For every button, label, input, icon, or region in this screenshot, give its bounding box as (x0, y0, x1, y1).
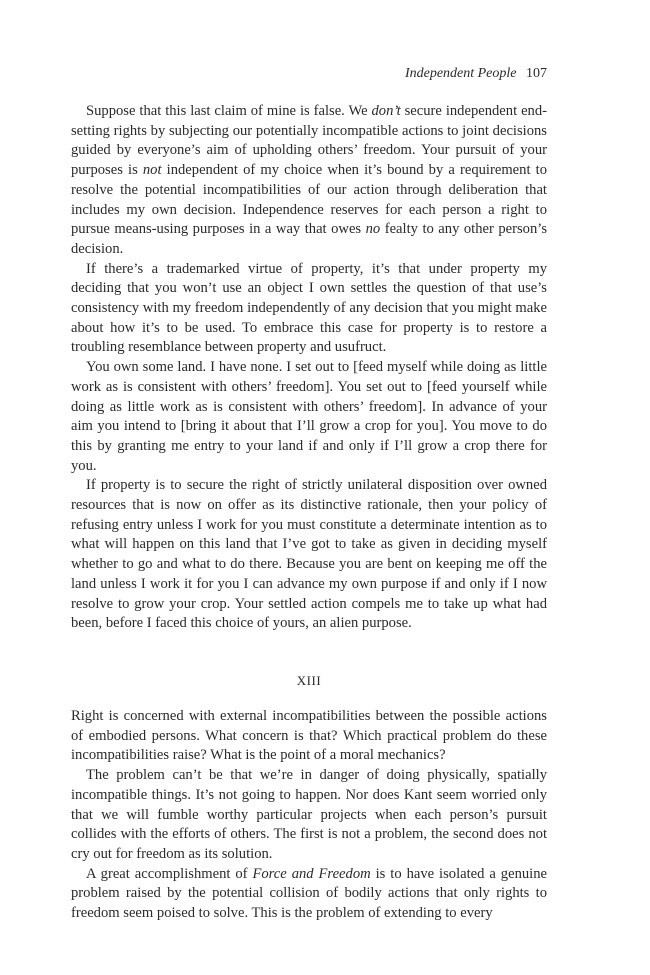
paragraph-1-text-c: secure independent end-setting rights by subjecting our potentially incompatible actions to joint decisions guided by everyone’s aim of upholding others’ freedom. Your pursuit of your purposes is (71, 103, 547, 179)
paragraph-1-text-a: Suppose that this last claim of mine is false. We (86, 103, 372, 119)
paragraph-1-emphasis-dont: don’t (371, 103, 401, 119)
section-heading: XIII (296, 672, 322, 688)
paragraph-3: You own some land. I have none. I set out to [feed myself while doing as little work as is consistent with others’ freedom]. You set out to [feed yourself while doing as little work as is consistent with others’ freedom]. In advance of your aim you intend to [bring it about that I’ll grow a crop for you]. You move to do this by granting me entry to your land if and only if I’ll grow a crop there for you. (71, 359, 547, 474)
paragraph-7-text-c: is to have isolated a genuine problem raised by the potential collision of bodily actions that only rights to freedom seem poised to solve. This is the problem of extending to every (71, 865, 547, 922)
paragraph-7-book-title: Force and Freedom (252, 865, 371, 882)
paragraph-6: The problem can’t be that we’re in danger of doing physically, spatially incompatible things. It’s not going to happen. Nor does Kant seem worried only that we will fumble worthy particular projects when each person’s pursuit collides with the efforts of others. The first is not a problem, the second does not cry out for freedom as its solution. (71, 767, 547, 862)
paragraph-7 (71, 865, 547, 924)
paragraph-4: If property is to secure the right of strictly unilateral disposition over owned resources that is now on offer as its distinctive rationale, then your policy of refusing entry unless I work for you must constitute a determinate intention as to what will happen on this land that I’ve got to take as given in deciding myself whether to go and what to do there. Because you are bent on keeping me off the land unless I work it for you I can advance my own purpose if and only if I now resolve to grow your crop. Your settled action compels me to take up what had been, before I faced this choice of yours, an alien purpose. (71, 477, 547, 632)
page-number: 107 (526, 66, 547, 81)
paragraph-2: If there’s a trademarked virtue of property, it’s that under property my deciding that you won’t use an object I own settles the question of that use’s consistency with my freedom independently of any decision that you might make about how it’s to be used. To embrace this case for property is to restore a troubling resemblance between property and usufruct. (71, 260, 547, 356)
book-page (71, 64, 547, 924)
paragraph-1 (71, 102, 547, 260)
paragraph-1-text-e: independent of my choice when it’s bound by a requirement to resolve the potential incompatibilities of our action through deliberation that includes my own decision. Independence reserves for each person a right to pursue means-using purposes in a way that owes (71, 162, 547, 238)
paragraph-1-emphasis-no: no (365, 221, 381, 238)
paragraph-7-text-a: A great accomplishment of (86, 865, 253, 882)
paragraph-1-emphasis-not: not (142, 162, 162, 179)
paragraph-5: Right is concerned with external incompatibilities between the possible actions of embodied persons. What concern is that? Which practical problem do these incompatibilities raise? What is the point of a moral mechanics? (71, 707, 547, 764)
running-head-title: Independent People (404, 66, 517, 81)
running-head (71, 64, 547, 84)
paragraph-1-text-g: fealty to any other person’s decision. (71, 221, 548, 257)
